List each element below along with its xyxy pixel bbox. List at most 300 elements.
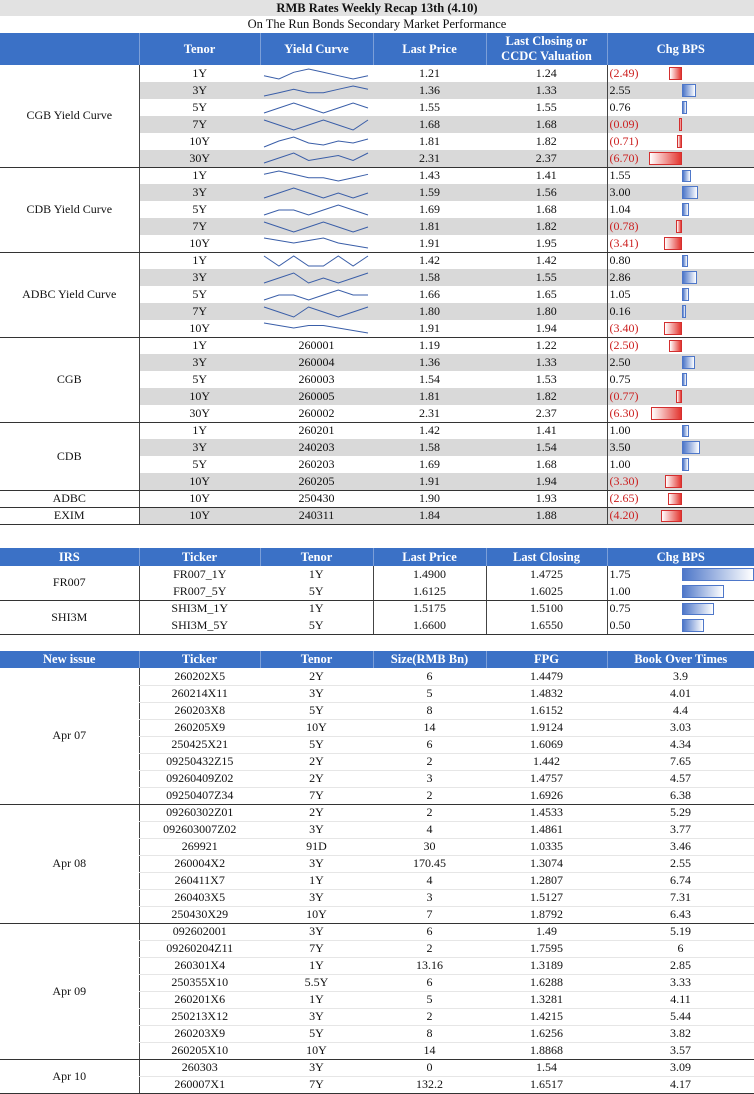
bond-chg-text-cell xyxy=(607,371,681,388)
new-issue-ticker: 250355X10 xyxy=(139,974,260,991)
yield-sparkline xyxy=(260,135,372,149)
bond-last-price: 2.31 xyxy=(373,405,486,422)
new-issue-tenor: 10Y xyxy=(260,1042,373,1059)
new-issue-tenor: 91D xyxy=(260,838,373,855)
report-title: RMB Rates Weekly Recap 13th (4.10) xyxy=(0,0,754,16)
positive-change-bar xyxy=(682,101,687,114)
bond-tenor: 7Y xyxy=(139,116,260,133)
bond-prev-close: 1.65 xyxy=(535,287,557,301)
irs-row xyxy=(0,600,754,617)
bond-prev-close: 1.55 xyxy=(535,100,557,114)
bond-tenor: 1Y xyxy=(139,167,260,184)
new-issue-fpg: 1.54 xyxy=(486,1059,607,1076)
new-issue-date: Apr 08 xyxy=(0,804,139,923)
positive-change-bar xyxy=(682,425,689,438)
new-issue-book-over: 4.17 xyxy=(607,1076,754,1093)
negative-change-bar xyxy=(679,118,683,131)
new-issue-fpg: 1.0335 xyxy=(486,838,607,855)
negative-change-bar xyxy=(665,475,682,488)
bond-chg-bar-cell xyxy=(681,439,754,456)
bond-code: 260205 xyxy=(260,473,373,490)
yield-sparkline xyxy=(260,169,372,183)
new-header-fpg: FPG xyxy=(486,651,607,668)
bond-last-price: 1.42 xyxy=(419,423,440,438)
bond-tenor: 30Y xyxy=(139,150,260,167)
new-issue-ticker: 250425X21 xyxy=(139,736,260,753)
bond-prev-close: 2.37 xyxy=(486,405,607,422)
sparkline-path xyxy=(264,137,368,147)
new-issue-size: 170.45 xyxy=(373,855,486,872)
bond-tenor: 5Y xyxy=(139,201,260,218)
sparkline-path xyxy=(264,238,368,248)
positive-change-bar xyxy=(682,186,698,199)
negative-change-bar xyxy=(677,135,682,148)
new-issue-tenor: 5Y xyxy=(260,1025,373,1042)
positive-change-bar xyxy=(682,458,689,471)
bond-tenor: 3Y xyxy=(139,269,260,286)
bond-chg-text-cell xyxy=(607,388,681,405)
new-issue-ticker: 09260409Z02 xyxy=(139,770,260,787)
new-issue-book-over: 5.19 xyxy=(607,923,754,940)
bond-chg-bar-cell xyxy=(681,507,754,524)
bond-tenor: 7Y xyxy=(139,303,260,320)
bond-prev-close: 1.93 xyxy=(486,490,607,507)
bond-chg-bps: (3.41) xyxy=(609,235,639,250)
bond-code: 260002 xyxy=(260,405,373,422)
yield-sparkline xyxy=(260,118,372,132)
new-issue-size: 0 xyxy=(373,1059,486,1076)
new-issue-book-over: 3.46 xyxy=(607,838,754,855)
bond-chg-bar-cell xyxy=(681,337,754,354)
bond-chg-text-cell xyxy=(607,286,681,303)
irs-chg-bps: 0.50 xyxy=(609,617,631,632)
bond-last-price: 1.69 xyxy=(419,202,440,216)
new-issue-tenor: 7Y xyxy=(260,787,373,804)
new-issue-ticker: 260203X9 xyxy=(139,1025,260,1042)
bond-group-label: ADBC xyxy=(0,490,139,507)
bond-prev-close: 1.82 xyxy=(486,388,607,405)
bond-last-price: 1.55 xyxy=(419,100,440,114)
new-issue-date: Apr 09 xyxy=(0,923,139,1059)
bond-yield-curve xyxy=(260,65,373,82)
bond-chg-bps: 2.55 xyxy=(609,83,631,97)
negative-change-bar xyxy=(664,237,682,250)
bond-chg-bps: (0.78) xyxy=(609,219,639,233)
sparkline-path xyxy=(264,273,368,283)
new-issue-book-over: 3.09 xyxy=(607,1059,754,1076)
new-issue-size: 13.16 xyxy=(373,957,486,974)
bond-chg-bar-cell xyxy=(681,490,754,507)
irs-header-last: Last Price xyxy=(373,548,486,566)
new-issue-tenor: 3Y xyxy=(260,889,373,906)
bond-prev-close: 1.33 xyxy=(486,354,607,371)
sparkline-path xyxy=(264,69,368,79)
new-issue-tenor: 5Y xyxy=(260,736,373,753)
new-issue-tenor: 3Y xyxy=(260,923,373,940)
bond-chg-bar-cell xyxy=(681,99,754,116)
bond-chg-bps: (0.09) xyxy=(609,117,639,131)
new-issue-book-over: 3.33 xyxy=(607,974,754,991)
bond-last-price: 2.31 xyxy=(373,150,486,167)
irs-ticker: SHI3M_1Y xyxy=(139,600,260,617)
negative-change-bar xyxy=(651,407,682,420)
bond-chg-text-cell xyxy=(607,99,681,116)
new-issue-book-over: 6.38 xyxy=(607,787,754,804)
new-issue-book-over: 7.65 xyxy=(607,753,754,770)
bond-yield-curve xyxy=(260,150,373,167)
bond-tenor: 7Y xyxy=(139,218,260,235)
negative-change-bar xyxy=(661,510,682,522)
bond-chg-text-cell xyxy=(607,116,681,133)
new-issue-row xyxy=(0,804,754,821)
irs-header-chg: Chg BPS xyxy=(607,548,754,566)
bond-chg-text-cell xyxy=(607,354,681,371)
bond-chg-bar-cell xyxy=(681,133,754,150)
sparkline-path xyxy=(264,120,368,130)
irs-last-closing: 1.6550 xyxy=(486,617,607,634)
new-issue-book-over: 5.44 xyxy=(607,1008,754,1025)
bond-prev-close: 1.54 xyxy=(486,439,607,456)
bonds-header-chg: Chg BPS xyxy=(607,33,754,65)
yield-sparkline xyxy=(260,84,372,98)
sparkline-path xyxy=(264,323,368,333)
bond-chg-text-cell xyxy=(607,422,681,439)
new-issue-tenor: 10Y xyxy=(260,719,373,736)
new-issue-row xyxy=(0,668,754,685)
bond-tenor: 10Y xyxy=(139,473,260,490)
sparkline-path xyxy=(264,103,368,113)
new-header-tenor: Tenor xyxy=(260,651,373,668)
bond-last-price: 1.42 xyxy=(419,253,440,268)
new-issue-ticker: 250430X29 xyxy=(139,906,260,923)
bond-chg-text-cell xyxy=(607,269,681,286)
sparkline-path xyxy=(264,205,368,215)
new-issue-fpg: 1.4861 xyxy=(486,821,607,838)
bond-tenor: 5Y xyxy=(139,99,260,116)
bond-prev-close: 1.94 xyxy=(486,473,607,490)
bond-chg-bar-cell xyxy=(681,354,754,371)
sparkline-path xyxy=(264,153,368,163)
bond-chg-bps: 1.05 xyxy=(609,287,631,301)
positive-change-bar xyxy=(682,305,686,318)
new-issue-ticker: 09250432Z15 xyxy=(139,753,260,770)
bond-prev-close: 1.56 xyxy=(486,184,607,201)
sparkline-path xyxy=(264,256,368,266)
bond-chg-bps: (6.30) xyxy=(609,405,639,420)
new-issue-book-over: 3.82 xyxy=(607,1025,754,1042)
yield-sparkline xyxy=(260,220,372,234)
bond-yield-curve xyxy=(260,218,373,235)
bond-chg-bar-cell xyxy=(681,371,754,388)
new-issue-book-over: 5.29 xyxy=(607,804,754,821)
bond-chg-bps: 1.00 xyxy=(609,423,631,438)
irs-chg-bps: 0.75 xyxy=(609,601,631,616)
irs-header-tenor: Tenor xyxy=(260,548,373,566)
irs-chg-cell xyxy=(607,566,754,583)
bond-chg-bar-cell xyxy=(681,82,754,99)
new-issue-fpg: 1.9124 xyxy=(486,719,607,736)
bond-yield-curve xyxy=(260,116,373,133)
bond-row xyxy=(0,252,754,269)
bond-chg-bar-cell xyxy=(681,218,754,235)
bonds-table-section xyxy=(0,33,754,525)
new-issue-fpg: 1.4757 xyxy=(486,770,607,787)
bond-tenor: 1Y xyxy=(139,337,260,354)
bond-prev-close: 1.33 xyxy=(486,82,607,99)
new-issue-tenor: 7Y xyxy=(260,1076,373,1093)
bond-yield-curve xyxy=(260,286,373,303)
yield-sparkline xyxy=(260,203,372,217)
new-issue-fpg: 1.6517 xyxy=(486,1076,607,1093)
new-issue-fpg: 1.8792 xyxy=(486,906,607,923)
bonds-table xyxy=(0,33,754,525)
new-issue-ticker: 260007X1 xyxy=(139,1076,260,1093)
bond-last-price: 1.84 xyxy=(373,507,486,524)
sparkline-path xyxy=(264,188,368,198)
bond-chg-bps: (2.50) xyxy=(609,338,639,353)
bond-tenor: 10Y xyxy=(139,507,260,524)
positive-change-bar xyxy=(682,585,724,598)
bond-row xyxy=(0,337,754,354)
bond-prev-close: 1.82 xyxy=(486,218,607,235)
sparkline-path xyxy=(264,222,368,232)
bond-chg-text-cell xyxy=(607,201,681,218)
bond-yield-curve xyxy=(260,133,373,150)
bond-last-price: 1.91 xyxy=(373,473,486,490)
new-header-size: Size(RMB Bn) xyxy=(373,651,486,668)
yield-sparkline xyxy=(260,321,372,335)
bond-last-price: 1.66 xyxy=(419,287,440,301)
bond-last-price: 1.19 xyxy=(419,338,440,353)
bond-chg-bps: (0.71) xyxy=(609,134,639,148)
bond-tenor: 3Y xyxy=(139,82,260,99)
new-issue-fpg: 1.4215 xyxy=(486,1008,607,1025)
irs-last-price: 1.5175 xyxy=(373,600,486,617)
bond-chg-bps: (3.40) xyxy=(609,320,639,335)
negative-change-bar xyxy=(669,67,682,80)
irs-table xyxy=(0,548,754,635)
bond-last-price: 1.54 xyxy=(419,372,440,386)
bond-group-label: EXIM xyxy=(0,507,139,524)
irs-tenor: 1Y xyxy=(308,567,324,581)
irs-chg-cell xyxy=(607,600,754,617)
negative-change-bar xyxy=(664,322,682,335)
negative-change-bar xyxy=(649,152,682,165)
new-issue-date: Apr 10 xyxy=(0,1059,139,1093)
bond-code: 260001 xyxy=(298,338,335,353)
bond-code: 240311 xyxy=(260,507,373,524)
sparkline-path xyxy=(264,307,368,317)
new-issue-header-row xyxy=(0,651,754,668)
new-issue-fpg: 1.5127 xyxy=(486,889,607,906)
irs-ticker: FR007_5Y xyxy=(139,583,260,600)
bond-last-price: 1.80 xyxy=(373,303,486,320)
positive-change-bar xyxy=(682,288,689,301)
bond-prev-close: 1.53 xyxy=(535,372,557,386)
bond-yield-curve xyxy=(260,269,373,286)
bond-prev-close: 1.82 xyxy=(535,134,557,148)
bond-chg-bar-cell xyxy=(681,201,754,218)
new-issue-book-over: 2.85 xyxy=(607,957,754,974)
bonds-header-last: Last Price xyxy=(373,33,486,65)
bond-prev-close: 1.22 xyxy=(535,338,557,353)
bond-yield-curve xyxy=(260,235,373,252)
bond-chg-bar-cell xyxy=(681,167,754,184)
bond-chg-text-cell xyxy=(607,133,681,150)
irs-tenor: 5Y xyxy=(260,583,373,600)
bond-chg-bps: (2.65) xyxy=(609,491,639,505)
new-issue-tenor: 2Y xyxy=(260,668,373,685)
bond-chg-bar-cell xyxy=(681,184,754,201)
new-issue-tenor: 3Y xyxy=(260,855,373,872)
bond-last-price: 1.21 xyxy=(419,66,440,80)
irs-last-price: 1.4900 xyxy=(373,566,486,583)
yield-sparkline xyxy=(260,288,372,302)
new-issue-size: 6 xyxy=(373,923,486,940)
bond-yield-curve xyxy=(260,303,373,320)
positive-change-bar xyxy=(682,373,687,386)
bond-tenor: 10Y xyxy=(139,320,260,337)
bond-tenor: 10Y xyxy=(139,490,260,507)
negative-change-bar xyxy=(676,390,682,403)
sparkline-path xyxy=(264,290,368,300)
new-issue-ticker: 260205X10 xyxy=(139,1042,260,1059)
bond-row xyxy=(0,167,754,184)
new-issue-size: 132.2 xyxy=(373,1076,486,1093)
yield-sparkline xyxy=(260,101,372,115)
new-issue-table xyxy=(0,651,754,1094)
new-issue-tenor: 10Y xyxy=(260,906,373,923)
irs-chg-bps: 1.75 xyxy=(609,567,631,581)
new-issue-fpg: 1.442 xyxy=(486,753,607,770)
bond-tenor: 30Y xyxy=(139,405,260,422)
new-issue-size: 3 xyxy=(373,889,486,906)
bond-row xyxy=(0,422,754,439)
bond-chg-bps: 1.55 xyxy=(609,168,631,183)
bond-last-price: 1.58 xyxy=(373,269,486,286)
bond-chg-bps: (3.30) xyxy=(609,473,639,488)
new-issue-ticker: 260203X8 xyxy=(139,702,260,719)
new-issue-ticker: 260411X7 xyxy=(139,872,260,889)
new-issue-book-over: 4.34 xyxy=(607,736,754,753)
new-issue-size: 3 xyxy=(373,770,486,787)
new-issue-ticker: 260004X2 xyxy=(139,855,260,872)
new-issue-fpg: 1.2807 xyxy=(486,872,607,889)
yield-sparkline xyxy=(260,254,372,268)
new-issue-book-over: 3.03 xyxy=(607,719,754,736)
bond-tenor: 5Y xyxy=(139,371,260,388)
bond-row xyxy=(0,65,754,82)
bonds-header-prev-line2: CCDC Valuation xyxy=(501,49,592,63)
bond-prev-close: 1.41 xyxy=(535,168,557,183)
bond-chg-text-cell xyxy=(607,82,681,99)
new-issue-tenor: 5Y xyxy=(260,702,373,719)
bond-last-price: 1.36 xyxy=(373,354,486,371)
new-issue-book-over: 6.43 xyxy=(607,906,754,923)
bond-tenor: 5Y xyxy=(139,456,260,473)
bond-chg-bar-cell xyxy=(681,116,754,133)
new-issue-ticker: 260205X9 xyxy=(139,719,260,736)
bond-row xyxy=(0,490,754,507)
new-issue-fpg: 1.3189 xyxy=(486,957,607,974)
new-issue-size: 30 xyxy=(373,838,486,855)
positive-change-bar xyxy=(682,271,697,284)
new-issue-book-over: 2.55 xyxy=(607,855,754,872)
new-issue-size: 7 xyxy=(373,906,486,923)
positive-change-bar xyxy=(682,603,714,616)
new-issue-book-over: 3.77 xyxy=(607,821,754,838)
bond-chg-text-cell xyxy=(607,167,681,184)
bond-chg-bar-cell xyxy=(681,405,754,422)
bond-chg-bps: 2.50 xyxy=(609,355,631,369)
positive-change-bar xyxy=(682,84,696,97)
new-issue-book-over: 4.4 xyxy=(607,702,754,719)
bond-chg-bar-cell xyxy=(681,269,754,286)
bond-row xyxy=(0,507,754,524)
new-issue-size: 2 xyxy=(373,804,486,821)
new-issue-fpg: 1.4533 xyxy=(486,804,607,821)
new-issue-size: 4 xyxy=(373,872,486,889)
new-issue-fpg: 1.6288 xyxy=(486,974,607,991)
bond-chg-bar-cell xyxy=(681,303,754,320)
bond-last-price: 1.69 xyxy=(419,457,440,471)
positive-change-bar xyxy=(682,568,754,581)
new-issue-book-over: 4.57 xyxy=(607,770,754,787)
new-issue-ticker: 260303 xyxy=(139,1059,260,1076)
bond-yield-curve xyxy=(260,167,373,184)
bond-last-price: 1.81 xyxy=(373,218,486,235)
bond-prev-close: 1.80 xyxy=(486,303,607,320)
new-issue-tenor: 2Y xyxy=(260,753,373,770)
bond-tenor: 5Y xyxy=(139,286,260,303)
new-issue-book-over: 3.9 xyxy=(607,668,754,685)
bond-chg-bar-cell xyxy=(681,286,754,303)
new-issue-ticker: 260214X11 xyxy=(139,685,260,702)
new-issue-size: 8 xyxy=(373,702,486,719)
bonds-header-group xyxy=(0,33,139,65)
bond-code: 260004 xyxy=(260,354,373,371)
bond-chg-text-cell xyxy=(607,439,681,456)
irs-last-closing: 1.4725 xyxy=(486,566,607,583)
irs-last-price: 1.6125 xyxy=(373,583,486,600)
new-issue-ticker: 09260302Z01 xyxy=(139,804,260,821)
bond-chg-bar-cell xyxy=(681,150,754,167)
new-issue-row xyxy=(0,1059,754,1076)
report-subtitle: On The Run Bonds Secondary Market Performance xyxy=(247,17,507,31)
bond-group-label: CDB xyxy=(0,422,139,490)
new-issue-date: Apr 07 xyxy=(0,668,139,804)
new-issue-size: 2 xyxy=(373,940,486,957)
new-issue-size: 14 xyxy=(373,1042,486,1059)
bond-chg-bps: (2.49) xyxy=(609,66,639,80)
sparkline-path xyxy=(264,86,368,96)
bond-chg-bar-cell xyxy=(681,473,754,490)
bond-chg-bar-cell xyxy=(681,456,754,473)
bond-last-price: 1.36 xyxy=(373,82,486,99)
new-issue-size: 4 xyxy=(373,821,486,838)
irs-header-closing: Last Closing xyxy=(486,548,607,566)
bond-prev-close: 2.37 xyxy=(486,150,607,167)
yield-sparkline xyxy=(260,305,372,319)
bond-chg-text-cell xyxy=(607,456,681,473)
bond-yield-curve xyxy=(260,99,373,116)
new-issue-size: 2 xyxy=(373,753,486,770)
negative-change-bar xyxy=(676,220,682,233)
bonds-header-row xyxy=(0,33,754,65)
new-issue-book-over: 7.31 xyxy=(607,889,754,906)
new-header-book: Book Over Times xyxy=(607,651,754,668)
bond-code: 260005 xyxy=(260,388,373,405)
